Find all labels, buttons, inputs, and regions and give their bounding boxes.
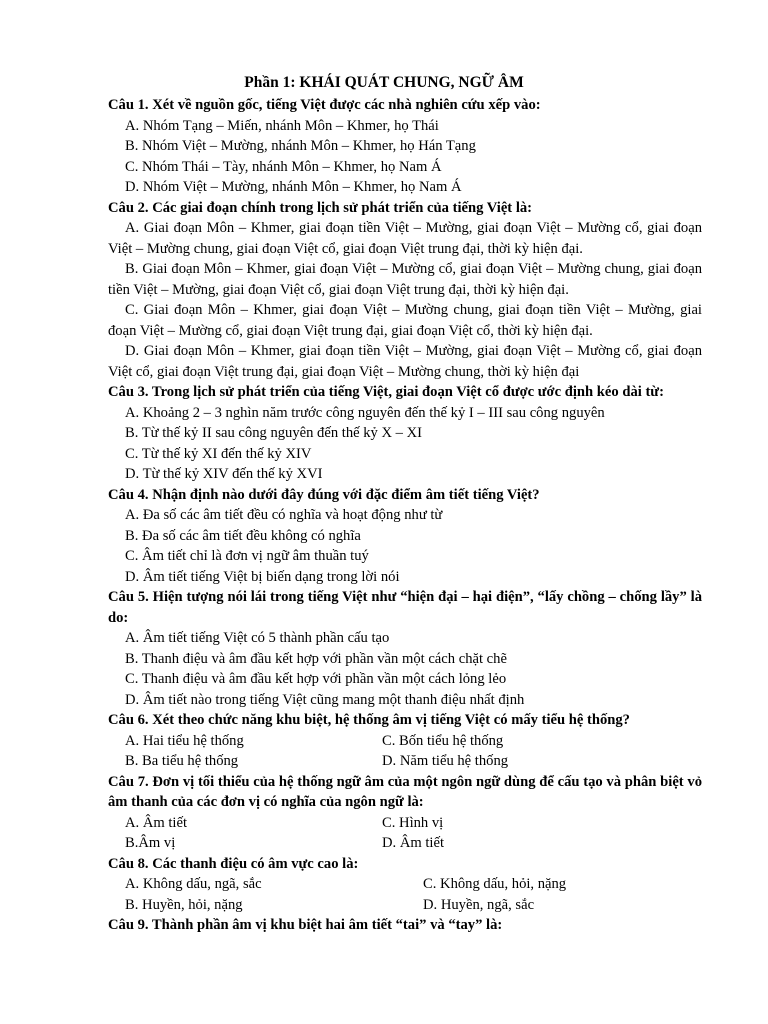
question-1: Câu 1. Xét về nguồn gốc, tiếng Việt được các nhà nghiên cứu xếp vào: xyxy=(108,97,541,113)
question-5: Câu 5. Hiện tượng nói lái trong tiếng Việt như “hiện đại – hại điện”, “lấy chồng – chống lầy” là do: xyxy=(108,589,702,626)
question-6-option-d: D. Năm tiểu hệ thống xyxy=(382,753,509,769)
question-6-option-b: B. Ba tiểu hệ thống xyxy=(125,753,239,769)
question-8-option-d: D. Huyền, ngã, sắc xyxy=(423,896,535,913)
question-1-option-c: C. Nhóm Thái – Tày, nhánh Môn – Khmer, họ Nam Á xyxy=(125,158,442,175)
question-4-option-b: B. Đa số các âm tiết đều không có nghĩa xyxy=(125,527,361,544)
question-8-option-b: B. Huyền, hỏi, nặng xyxy=(125,896,243,913)
question-6-row-2 xyxy=(108,751,702,772)
question-4-option-c: C. Âm tiết chỉ là đơn vị ngữ âm thuần tuý xyxy=(125,548,369,564)
question-2: Câu 2. Các giai đoạn chính trong lịch sử phát triển của tiếng Việt là: xyxy=(108,199,533,216)
question-7: Câu 7. Đơn vị tối thiểu của hệ thống ngữ âm của một ngôn ngữ dùng để cấu tạo và phân biệt vỏ âm thanh của các đơn vị có nghĩa của ngôn ngữ là: xyxy=(108,773,702,810)
question-6: Câu 6. Xét theo chức năng khu biệt, hệ thống âm vị tiếng Việt có mấy tiểu hệ thống? xyxy=(108,712,630,728)
question-4: Câu 4. Nhận định nào dưới đây đúng với đặc điểm âm tiết tiếng Việt? xyxy=(108,486,540,503)
question-3: Câu 3. Trong lịch sử phát triển của tiếng Việt, giai đoạn Việt cổ được ước định kéo dài từ: xyxy=(108,384,664,400)
question-6-option-a: A. Hai tiểu hệ thống xyxy=(125,732,244,749)
question-1-option-d: D. Nhóm Việt – Mường, nhánh Môn – Khmer, họ Nam Á xyxy=(125,179,462,195)
question-8-row-1 xyxy=(108,874,702,895)
question-8-option-a: A. Không dấu, ngã, sắc xyxy=(125,876,262,892)
question-2-option-d: D. Giai đoạn Môn – Khmer, giai đoạn tiền Việt – Mường, giai đoạn Việt – Mường cổ, giai đoạn Việt cổ, giai đoạn Việt trung đại, giai đoạn Việt – Mường chung, thời kỳ hiện đại xyxy=(108,343,702,380)
question-8: Câu 8. Các thanh điệu có âm vực cao là: xyxy=(108,855,359,872)
question-2-option-b: B. Giai đoạn Môn – Khmer, giai đoạn Việt – Mường cổ, giai đoạn Việt – Mường chung, giai đoạn tiền Việt – Mường, giai đoạn Việt cổ, giai đoạn Việt trung đại, thời kỳ hiện đại. xyxy=(108,261,702,298)
question-3-option-a: A. Khoảng 2 – 3 nghìn năm trước công nguyên đến thế kỷ I – III sau công nguyên xyxy=(125,404,605,421)
question-7-option-b: B.Âm vị xyxy=(125,835,176,851)
question-6-option-c: C. Bốn tiểu hệ thống xyxy=(382,732,504,749)
question-4-option-d: D. Âm tiết tiếng Việt bị biến dạng trong lời nói xyxy=(125,568,400,585)
question-5-option-b: B. Thanh điệu và âm đầu kết hợp với phần vần một cách chặt chẽ xyxy=(125,650,507,667)
question-5-option-d: D. Âm tiết nào trong tiếng Việt cũng mang một thanh điệu nhất định xyxy=(125,691,525,708)
question-3-option-d: D. Từ thế kỷ XIV đến thế kỷ XVI xyxy=(125,466,323,482)
question-8-row-2 xyxy=(108,895,702,916)
question-8-option-c: C. Không dấu, hỏi, nặng xyxy=(423,876,567,892)
question-7-option-d: D. Âm tiết xyxy=(382,835,445,851)
question-7-row-2 xyxy=(108,833,702,854)
question-1-option-a: A. Nhóm Tạng – Miến, nhánh Môn – Khmer, họ Thái xyxy=(125,117,439,134)
question-6-row-1 xyxy=(108,731,702,752)
page-title: Phần 1: KHÁI QUÁT CHUNG, NGỮ ÂM xyxy=(244,74,524,91)
question-5-option-a: A. Âm tiết tiếng Việt có 5 thành phần cấu tạo xyxy=(125,630,390,646)
question-list xyxy=(108,95,702,936)
question-3-option-b: B. Từ thế kỷ II sau công nguyên đến thế kỷ X – XI xyxy=(125,425,423,441)
question-1-option-b: B. Nhóm Việt – Mường, nhánh Môn – Khmer, họ Hán Tạng xyxy=(125,138,476,154)
question-7-option-c: C. Hình vị xyxy=(382,814,444,831)
question-2-option-c: C. Giai đoạn Môn – Khmer, giai đoạn Việt – Mường chung, giai đoạn tiền Việt – Mường, giai đoạn Việt – Mường cổ, giai đoạn Việt trung đại, giai đoạn Việt cổ, thời kỳ hiện đại. xyxy=(108,302,702,339)
question-7-option-a: A. Âm tiết xyxy=(125,814,188,831)
question-4-option-a: A. Đa số các âm tiết đều có nghĩa và hoạt động như từ xyxy=(125,507,443,523)
question-5-option-c: C. Thanh điệu và âm đầu kết hợp với phần vần một cách lỏng lẻo xyxy=(125,671,507,687)
question-3-option-c: C. Từ thế kỷ XI đến thế kỷ XIV xyxy=(125,445,312,462)
question-9: Câu 9. Thành phần âm vị khu biệt hai âm tiết “tai” và “tay” là: xyxy=(108,917,503,933)
question-7-row-1 xyxy=(108,813,702,834)
question-2-option-a: A. Giai đoạn Môn – Khmer, giai đoạn tiền Việt – Mường, giai đoạn Việt – Mường cổ, giai đoạn Việt – Mường chung, giai đoạn Việt cổ, giai đoạn Việt trung đại, thời kỳ hiện đại. xyxy=(108,220,702,257)
